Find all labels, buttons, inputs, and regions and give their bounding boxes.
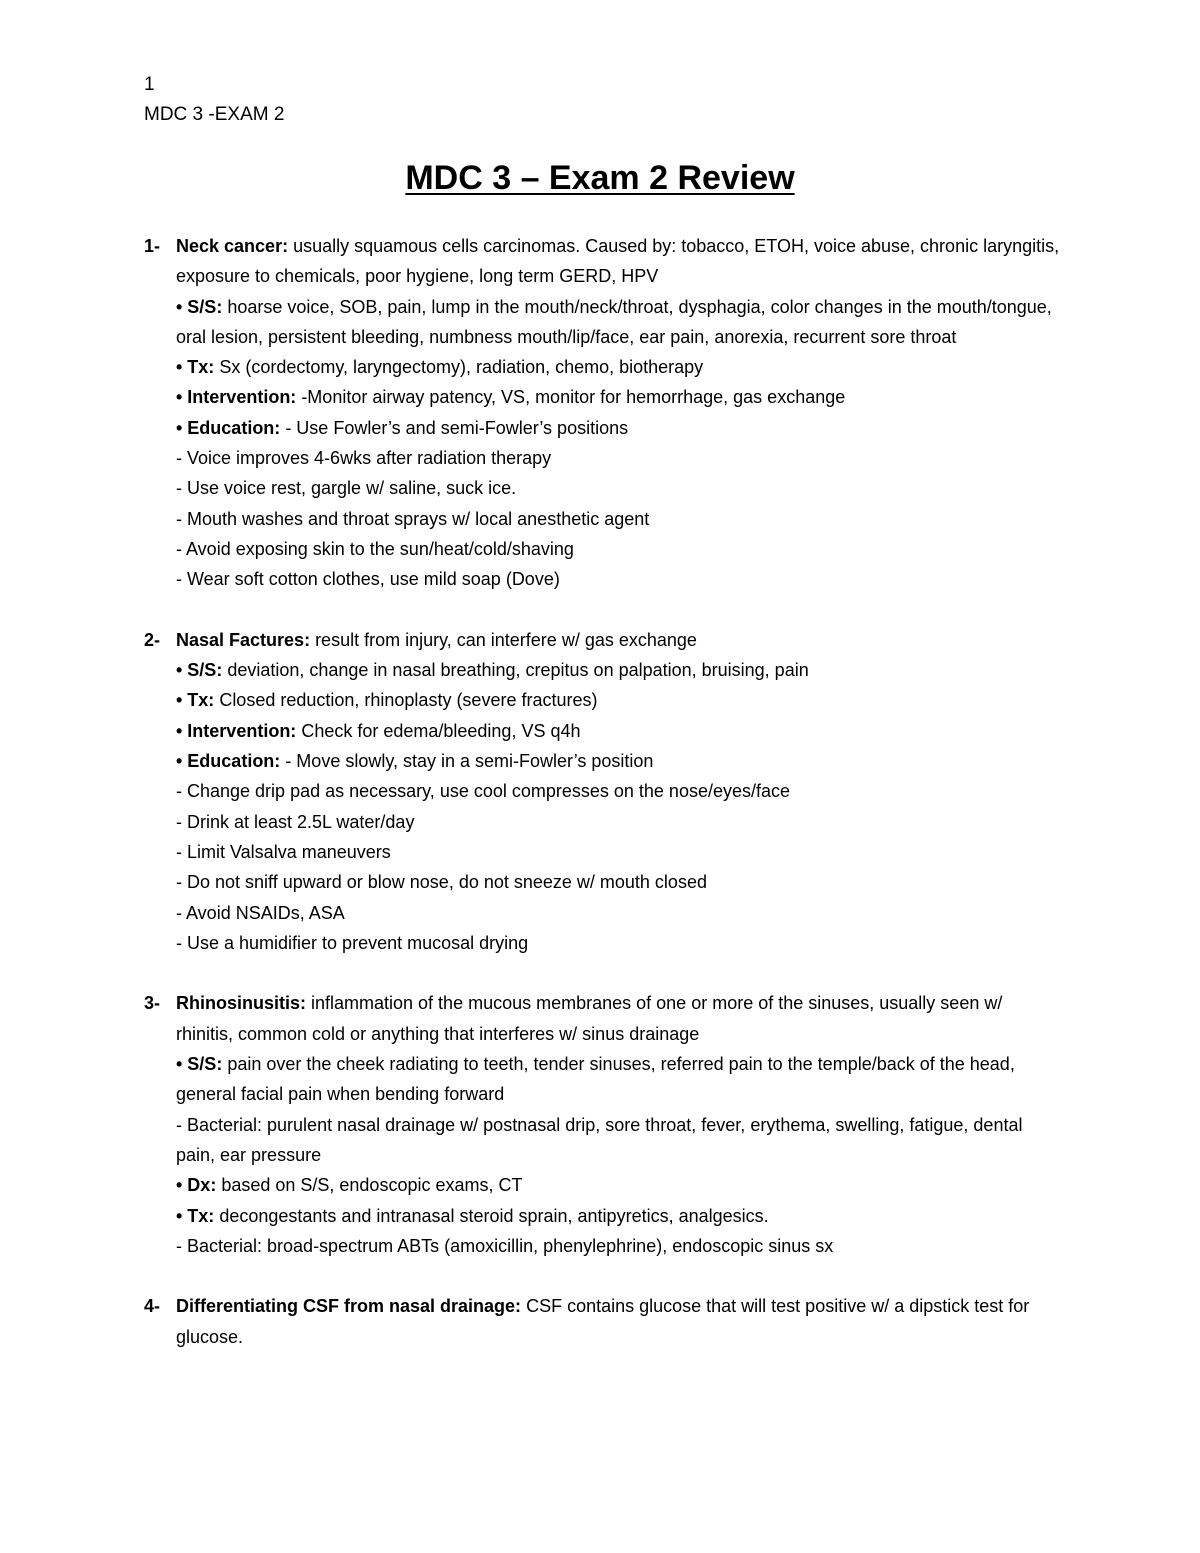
section-intro: usually squamous cells carcinomas. Caused by: tobacco, ETOH, voice abuse, chronic laryngitis, exposure to chemicals, poor hygiene, long term GERD, HPV: [176, 236, 1060, 287]
list-item: [176, 443, 1064, 473]
item-text: - Avoid exposing skin to the sun/heat/cold/shaving: [176, 538, 574, 559]
list-item: [176, 382, 1064, 412]
item-text: - Limit Valsalva maneuvers: [176, 841, 391, 862]
section-intro: result from injury, can interfere w/ gas exchange: [310, 629, 697, 650]
list-item: [176, 716, 1064, 746]
list-item: [176, 473, 1064, 503]
item-label: • Education:: [176, 417, 281, 438]
document-title: MDC 3 – Exam 2 Review: [405, 159, 795, 197]
section-number: 1-: [144, 236, 161, 256]
item-text: based on S/S, endoscopic exams, CT: [216, 1175, 523, 1196]
review-section: [144, 625, 1064, 958]
item-text: Sx (cordectomy, laryngectomy), radiation, chemo, biotherapy: [214, 357, 704, 378]
item-text: pain over the cheek radiating to teeth, tender sinuses, referred pain to the temple/back of the head, general facial pain when bending forward: [176, 1054, 1015, 1105]
list-item: [176, 1201, 1064, 1231]
list-item: [176, 1049, 1064, 1110]
section-heading: Rhinosinusitis:: [176, 993, 306, 1014]
section-intro-line: [176, 231, 1064, 292]
section-intro: inflammation of the mucous membranes of one or more of the sinuses, usually seen w/ rhinitis, common cold or anything that interferes w/ sinus drainage: [176, 993, 1003, 1044]
list-item: [176, 1231, 1064, 1261]
review-section: [144, 988, 1064, 1261]
course-label: MDC 3 -EXAM 2: [144, 104, 285, 125]
item-label: • S/S:: [176, 1054, 223, 1075]
item-text: - Use a humidifier to prevent mucosal drying: [176, 932, 529, 953]
section-intro-line: [176, 988, 1064, 1049]
item-text: - Do not sniff upward or blow nose, do not sneeze w/ mouth closed: [176, 872, 707, 893]
list-item: [176, 867, 1064, 897]
list-item: [176, 1170, 1064, 1200]
section-number: 3-: [144, 993, 161, 1014]
section-heading: Neck cancer:: [176, 236, 289, 256]
review-section: [144, 231, 1064, 595]
section-intro: CSF contains glucose that will test positive w/ a dipstick test for glucose.: [176, 1296, 1030, 1347]
list-item: [176, 928, 1064, 958]
item-text: - Use Fowler’s and semi-Fowler’s positions: [280, 417, 629, 438]
item-text: - Drink at least 2.5L water/day: [176, 811, 415, 832]
item-text: - Move slowly, stay in a semi-Fowler’s position: [280, 751, 654, 772]
list-item: [176, 837, 1064, 867]
item-text: - Bacterial: broad-spectrum ABTs (amoxicillin, phenylephrine), endoscopic sinus sx: [176, 1235, 834, 1256]
list-item: [176, 292, 1064, 353]
page-header: [144, 70, 284, 130]
item-label: • Education:: [176, 751, 281, 772]
section-heading: Differentiating CSF from nasal drainage:: [176, 1296, 522, 1317]
item-label: • S/S:: [176, 296, 223, 317]
section-heading: Nasal Factures:: [176, 629, 311, 650]
review-section: [144, 1291, 1064, 1352]
section-intro-line: [176, 1291, 1064, 1352]
item-label: • Intervention:: [176, 387, 297, 408]
item-text: - Voice improves 4-6wks after radiation therapy: [176, 448, 552, 469]
section-intro-line: [176, 625, 1064, 655]
review-list: [144, 231, 1064, 1382]
item-text: -Monitor airway patency, VS, monitor for hemorrhage, gas exchange: [296, 387, 846, 408]
item-text: - Bacterial: purulent nasal drainage w/ postnasal drip, sore throat, fever, erythema, swelling, fatigue, dental pain, ear pressure: [176, 1114, 1023, 1165]
list-item: [176, 1110, 1064, 1171]
item-text: - Change drip pad as necessary, use cool compresses on the nose/eyes/face: [176, 781, 791, 802]
list-item: [176, 746, 1064, 776]
item-text: - Wear soft cotton clothes, use mild soap (Dove): [176, 569, 560, 590]
list-item: [176, 564, 1064, 594]
item-label: • Tx:: [176, 357, 215, 378]
item-text: - Mouth washes and throat sprays w/ local anesthetic agent: [176, 508, 650, 529]
item-label: • Tx:: [176, 1205, 215, 1226]
item-text: Closed reduction, rhinoplasty (severe fractures): [214, 690, 598, 711]
list-item: [176, 776, 1064, 806]
item-text: hoarse voice, SOB, pain, lump in the mouth/neck/throat, dysphagia, color changes in the mouth/tongue, oral lesion, persistent bleeding, numbness mouth/lip/face, ear pain, anorexia, recurrent sore throat: [176, 296, 1052, 347]
list-item: [176, 534, 1064, 564]
list-item: [176, 807, 1064, 837]
item-text: Check for edema/bleeding, VS q4h: [296, 720, 581, 741]
item-text: deviation, change in nasal breathing, crepitus on palpation, bruising, pain: [222, 660, 809, 681]
item-label: • Dx:: [176, 1175, 217, 1196]
list-item: [176, 352, 1064, 382]
list-item: [176, 655, 1064, 685]
item-text: - Use voice rest, gargle w/ saline, suck ice.: [176, 478, 517, 499]
section-number: 2-: [144, 629, 161, 650]
item-label: • Tx:: [176, 690, 215, 711]
list-item: [176, 685, 1064, 715]
item-text: decongestants and intranasal steroid sprain, antipyretics, analgesics.: [214, 1205, 769, 1226]
item-label: • S/S:: [176, 660, 223, 681]
section-number: 4-: [144, 1296, 161, 1317]
list-item: [176, 504, 1064, 534]
list-item: [176, 898, 1064, 928]
page-number: 1: [144, 74, 155, 95]
list-item: [176, 413, 1064, 443]
item-label: • Intervention:: [176, 720, 297, 741]
item-text: - Avoid NSAIDs, ASA: [176, 902, 345, 923]
